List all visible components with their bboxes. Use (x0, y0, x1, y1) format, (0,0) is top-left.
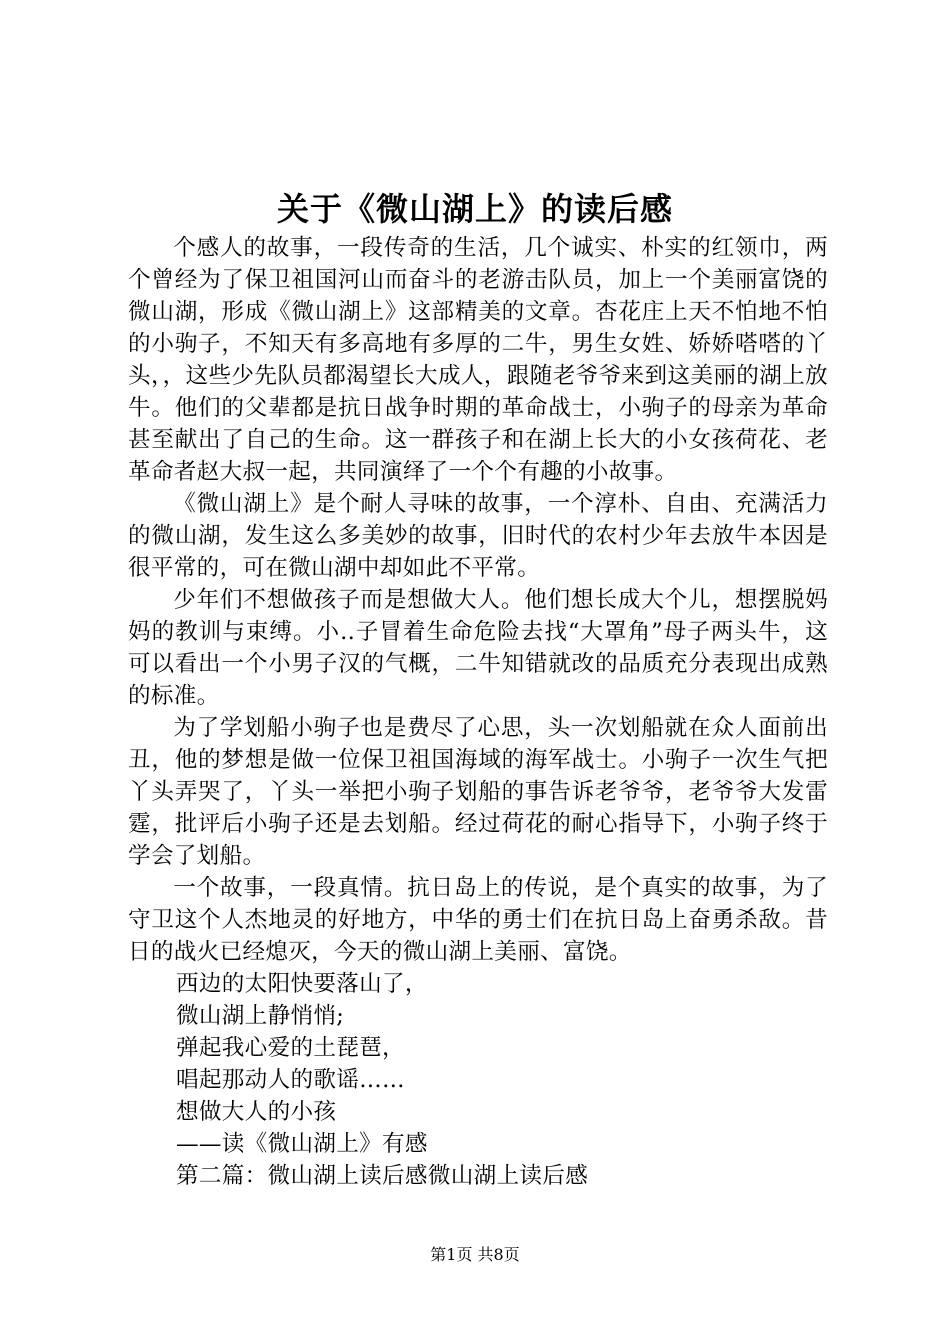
poem-line-4: 唱起那动人的歌谣…… (176, 1067, 405, 1093)
page-title: 关于《微山湖上》的读后感 (276, 190, 673, 228)
paragraph-4: 为了学划船小驹子也是费尽了心思，头一次划船就在众人面前出丑，他的梦想是做一位保卫祖国海域的海军战士。小驹子一次生气把丫头弄哭了，丫头一举把小驹子划船的事告诉老爷爷，老爷爷大发雷霆，批评后小驹子还是去划船。经过荷花的耐心指导下，小驹子终于学会了划船。 (128, 715, 828, 869)
page-number: 第1页 共8页 (430, 1245, 520, 1264)
paragraph-5: 一个故事，一段真情。抗日岛上的传说，是个真实的故事，为了守卫这个人杰地灵的好地方，中华的勇士们在抗日岛上奋勇杀敌。昔日的战火已经熄灭，今天的微山湖上美丽、富饶。 (128, 875, 828, 965)
poem-line-2: 微山湖上静悄悄; (176, 1003, 345, 1029)
poem-line-5: 想做大人的小孩 (176, 1099, 337, 1125)
next-section-heading: 第二篇：微山湖上读后感微山湖上读后感 (176, 1163, 589, 1189)
paragraph-1: 个感人的故事，一段传奇的生活，几个诚实、朴实的红领巾，两个曾经为了保卫祖国河山而奋斗的老游击队员，加上一个美丽富饶的微山湖，形成《微山湖上》这部精美的文章。杏花庄上天不怕地不怕的小驹子，不知天有多高地有多厚的二牛，男生女姓、娇娇嗒嗒的丫头，，这些少先队员都渴望长大成人，跟随老爷爷来到这美丽的湖上放牛。他们的父辈都是抗日战争时期的革命战士，小驹子的母亲为革命甚至献出了自己的生命。这一群孩子和在湖上长大的小女孩荷花、老革命者赵大叔一起，共同演绎了一个个有趣的小故事。 (128, 235, 828, 485)
byline: ——读《微山湖上》有感 (176, 1131, 428, 1157)
article-body (128, 232, 828, 1192)
paragraph-2: 《微山湖上》是个耐人寻味的故事，一个淳朴、自由、充满活力的微山湖，发生这么多美妙的故事，旧时代的农村少年去放牛本因是很平常的，可在微山湖中却如此不平常。 (128, 491, 828, 581)
poem-line-3: 弹起我心爱的土琵琶， (176, 1035, 405, 1061)
paragraph-3: 少年们不想做孩子而是想做大人。他们想长成大个儿，想摆脱妈妈的教训与束缚。小..子冒着生命危险去找“大罩角”母子两头牛，这可以看出一个小男子汉的气概，二牛知错就改的品质充分表现出成熟的标准。 (128, 587, 828, 709)
poem-line-1: 西边的太阳快要落山了， (176, 971, 428, 997)
